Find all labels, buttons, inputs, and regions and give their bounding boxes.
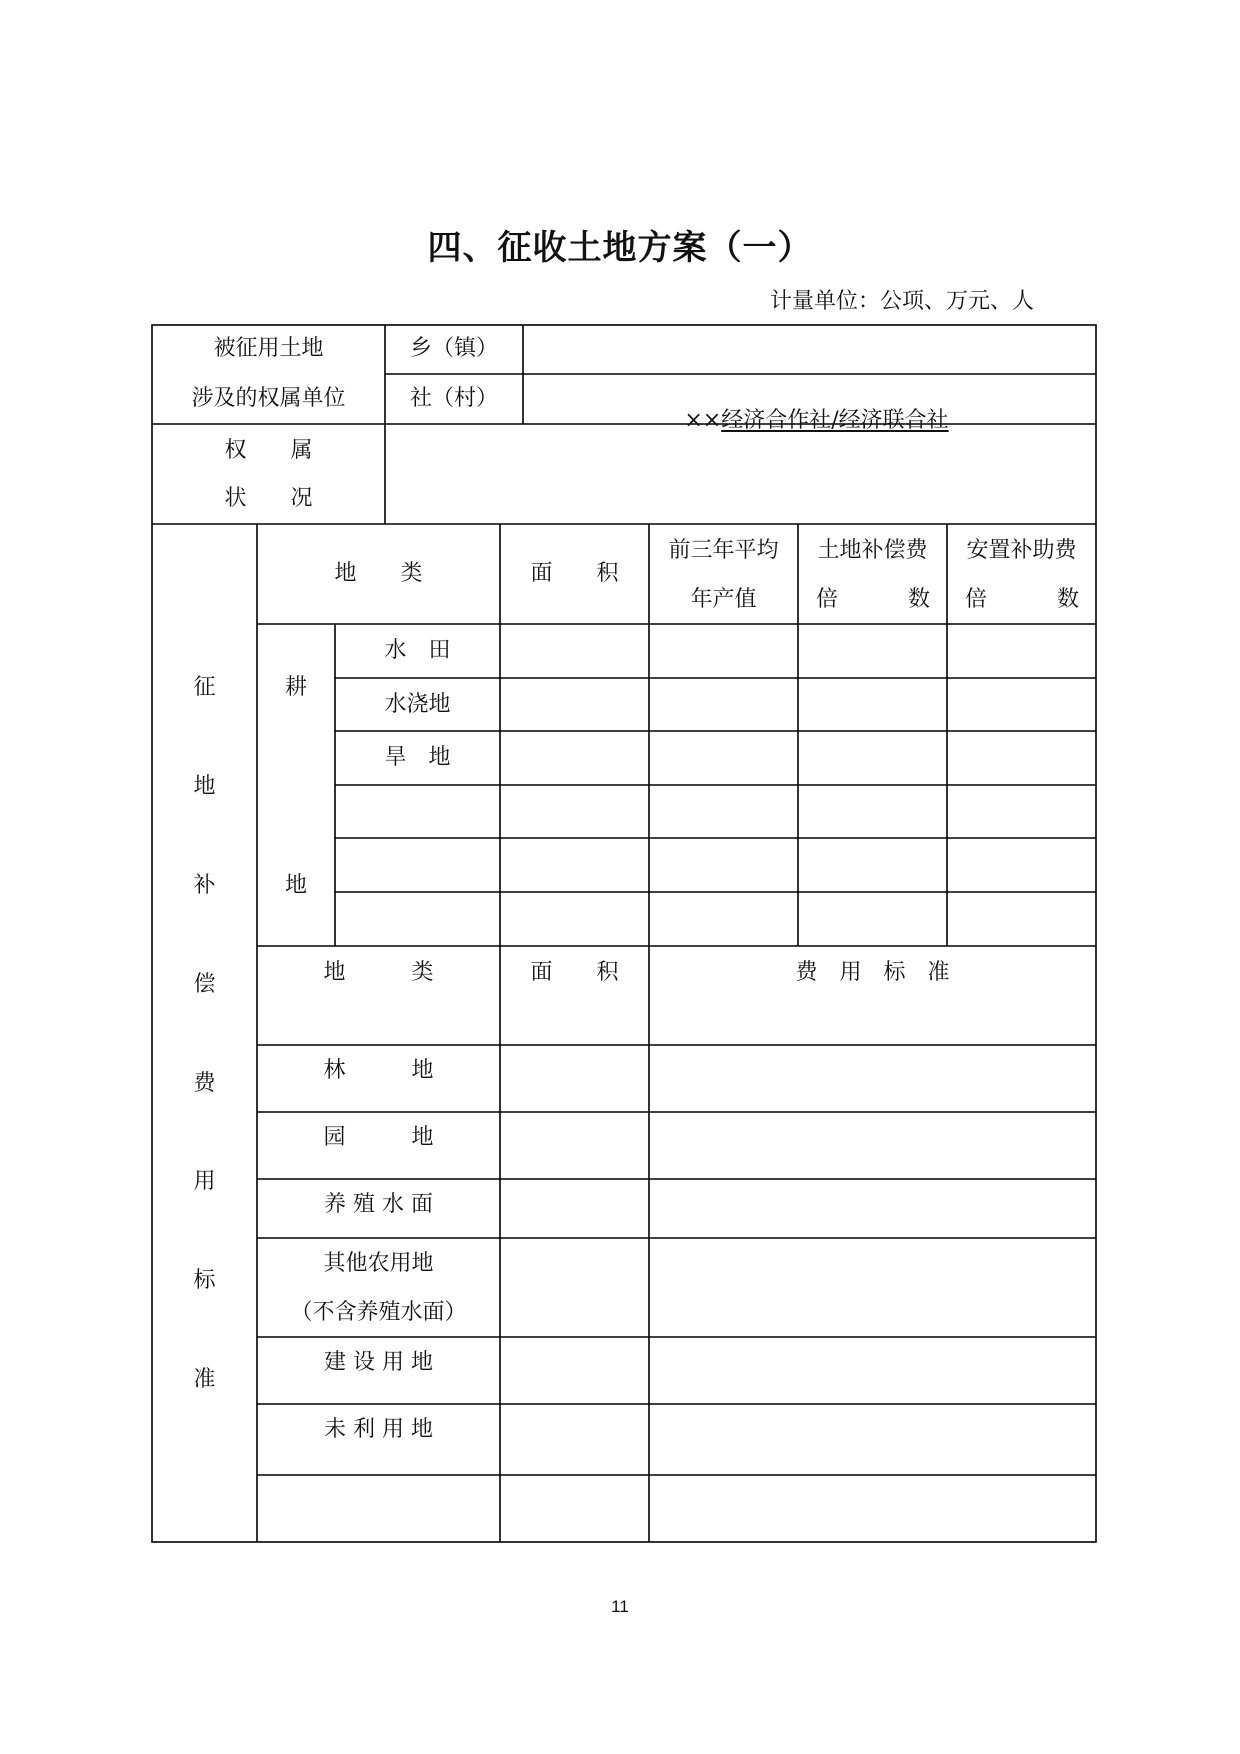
t1-header-land-type: 地 类 [334, 561, 423, 586]
unit-label: 计量单位：公项、万元、人 [769, 289, 1034, 314]
village-label: 社（村） [409, 386, 498, 411]
t2-cell-standard[interactable] [649, 1238, 1096, 1337]
village-value[interactable] [523, 388, 1096, 432]
t2-row-label: 林 地 [323, 1058, 434, 1083]
t1-cell-comp-multiple[interactable] [798, 678, 947, 731]
t1-group-label-top: 耕 [284, 675, 307, 700]
t1-header-resettle-line1: 安置补助费 [966, 538, 1077, 563]
t2-cell-area[interactable] [500, 1179, 649, 1238]
t1-cell-avg-value[interactable] [649, 731, 798, 785]
t2-row-label: 养 殖 水 面 [324, 1192, 433, 1217]
t1-cell-avg-value[interactable] [649, 678, 798, 731]
t1-cell-comp-multiple[interactable] [798, 892, 947, 946]
owner-label-line1: 被征用土地 [213, 336, 324, 361]
side-label-char: 费 [193, 1071, 216, 1096]
t1-cell-area[interactable] [500, 731, 649, 785]
t1-cell-avg-value[interactable] [649, 624, 798, 678]
village-name: 经济合作社/经济联合社 [721, 408, 949, 433]
t2-cell-area[interactable] [500, 1112, 649, 1179]
t2-row-label: 建 设 用 地 [324, 1350, 433, 1375]
side-label-char: 地 [193, 774, 216, 799]
t2-cell-area[interactable] [500, 1475, 649, 1542]
t1-header-comp-multiple-b: 数 [908, 587, 931, 612]
village-prefix: ×× [684, 408, 722, 433]
ownership-label-line2: 状 况 [224, 486, 313, 511]
t1-cell-resettle-multiple[interactable] [947, 678, 1096, 731]
t2-cell-area[interactable] [500, 1337, 649, 1404]
t1-header-resettle-multiple-a: 倍 [965, 587, 988, 612]
t1-cell-avg-value[interactable] [649, 785, 798, 838]
t1-cell-comp-multiple[interactable] [798, 785, 947, 838]
t1-row-label: 水浇地 [384, 691, 451, 717]
t1-cell-comp-multiple[interactable] [798, 731, 947, 785]
t1-cell-area[interactable] [500, 624, 649, 678]
t1-row-label: 水 田 [384, 638, 451, 663]
t2-row-label: 园 地 [323, 1125, 434, 1150]
t2-cell-standard[interactable] [649, 1112, 1096, 1179]
t2-cell-standard[interactable] [649, 1475, 1096, 1542]
t1-cell-resettle-multiple[interactable] [947, 731, 1096, 785]
side-label-char: 用 [193, 1169, 216, 1194]
t2-row-label: 其他农用地 [323, 1251, 434, 1276]
side-label-char: 标 [193, 1268, 216, 1293]
page-number: 11 [611, 1597, 629, 1616]
t1-cell-comp-multiple[interactable] [798, 624, 947, 678]
t1-header-comp-line1: 土地补偿费 [817, 538, 928, 563]
owner-label-line2: 涉及的权属单位 [191, 386, 346, 411]
t1-cell-resettle-multiple[interactable] [947, 838, 1096, 892]
t1-cell-avg-value[interactable] [649, 838, 798, 892]
t2-cell-standard[interactable] [649, 1179, 1096, 1238]
t2-cell-standard[interactable] [649, 1337, 1096, 1404]
t2-cell-area[interactable] [500, 1404, 649, 1475]
t1-cell-area[interactable] [500, 785, 649, 838]
t1-row-label: 旱 地 [384, 745, 451, 770]
side-label-char: 补 [193, 873, 216, 898]
t1-header-area: 面 积 [530, 561, 619, 586]
t1-cell-resettle-multiple[interactable] [947, 892, 1096, 946]
t1-header-comp-multiple-a: 倍 [816, 587, 839, 612]
t1-cell-area[interactable] [500, 678, 649, 731]
t1-cell-resettle-multiple[interactable] [947, 624, 1096, 678]
t1-header-avg-value-line1: 前三年平均 [668, 538, 779, 563]
page-title: 四、征收土地方案（一） [427, 228, 813, 268]
township-label: 乡（镇） [409, 336, 498, 361]
ownership-label-line1: 权 属 [224, 438, 313, 463]
t1-group-label-bottom: 地 [284, 873, 307, 898]
t2-cell-standard[interactable] [649, 1404, 1096, 1475]
t1-cell-comp-multiple[interactable] [798, 838, 947, 892]
side-label-char: 准 [193, 1367, 216, 1392]
t1-header-resettle-multiple-b: 数 [1057, 587, 1080, 612]
t2-header-land-type: 地 类 [323, 960, 434, 985]
t2-header-area: 面 积 [530, 960, 619, 985]
side-label-char: 偿 [193, 972, 216, 997]
t1-header-avg-value-line2: 年产值 [690, 587, 757, 612]
t2-cell-area[interactable] [500, 1045, 649, 1112]
t2-row-sublabel: （不含养殖水面） [290, 1300, 467, 1325]
t2-cell-area[interactable] [500, 1238, 649, 1337]
t1-cell-resettle-multiple[interactable] [947, 785, 1096, 838]
t2-cell-standard[interactable] [649, 1045, 1096, 1112]
t2-header-standard: 费 用 标 准 [795, 960, 950, 985]
t2-row-label: 未 利 用 地 [324, 1417, 433, 1442]
t1-cell-area[interactable] [500, 892, 649, 946]
t1-cell-area[interactable] [500, 838, 649, 892]
t1-cell-avg-value[interactable] [649, 892, 798, 946]
side-label-char: 征 [193, 675, 216, 700]
